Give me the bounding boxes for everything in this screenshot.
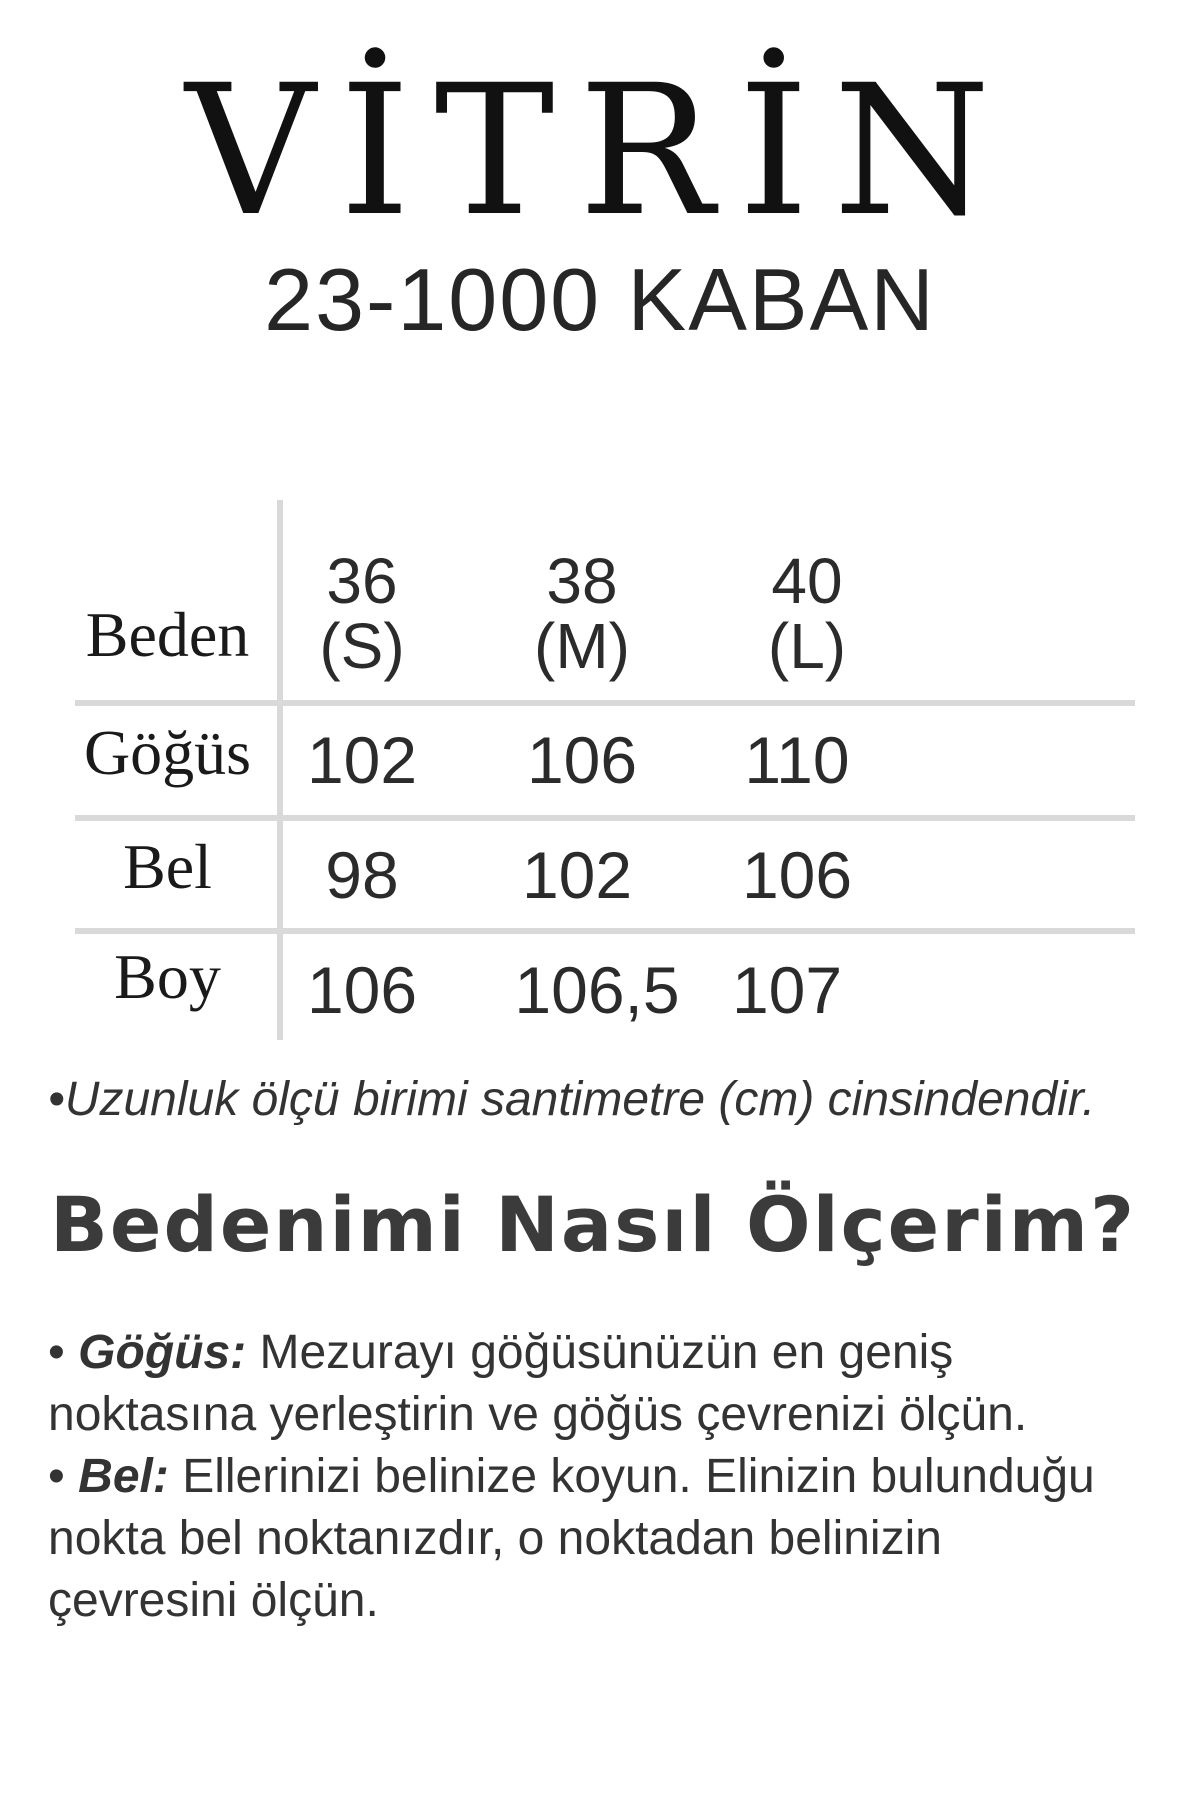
bullet: • [48,1326,65,1379]
guide-heading: Bedenimi Nasıl Ölçerim? [50,1180,1137,1269]
table-cell: 110 [744,723,850,797]
size-number: 38 [546,545,618,617]
table-cell: 102 [306,723,418,797]
row-label-boy: Boy [114,941,221,1012]
table-cell: 106 [306,953,418,1027]
guide-term: Göğüs: [78,1326,247,1379]
table-row-divider [75,815,1135,821]
table-cell: 98 [325,838,399,912]
table-cell: 107 [731,953,843,1027]
guide-text-line: noktasına yerleştirin ve göğüs çevrenizi ölçün. [48,1388,1028,1441]
guide-text-line: nokta bel noktanızdır, o noktadan belinizin [48,1512,942,1565]
guide-term: Bel: [78,1450,169,1503]
table-cell: 106,5 [514,953,680,1027]
row-label-gogus: Göğüs [83,717,252,788]
guide-text-line: çevresini ölçün. [48,1574,379,1627]
size-number: 36 [326,545,398,617]
table-row-divider [75,700,1135,706]
size-number: 40 [771,545,843,617]
bullet: • [48,1450,65,1503]
size-letter: (L) [767,610,847,682]
brand-logo: VİTRİN [185,47,1015,256]
unit-note: •Uzunluk ölçü birimi santimetre (cm) cinsindendir. [48,1073,1096,1126]
size-letter: (M) [534,610,630,682]
table-cell: 106 [526,723,638,797]
table-row-divider [75,928,1135,934]
guide-item-gogus [48,1322,1168,1384]
guide-item-bel [48,1446,1168,1508]
size-letter: (S) [319,610,405,682]
guide-text: Mezurayı göğüsünüzün en geniş [259,1326,954,1379]
guide-text: Ellerinizi belinize koyun. Elinizin bulunduğu [182,1450,1095,1503]
product-title: 23-1000 KABAN [264,250,936,349]
table-cell: 106 [741,838,853,912]
row-label-bel: Bel [123,831,212,902]
table-header-label: Beden [85,599,250,670]
table-cell: 102 [521,838,633,912]
